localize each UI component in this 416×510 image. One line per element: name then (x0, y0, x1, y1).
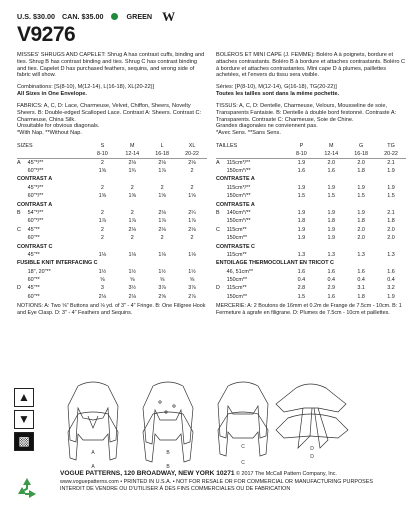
table-cell: 2⅛ (128, 226, 136, 233)
table-cell: 2 (190, 184, 194, 191)
table-cell: 0.4 (297, 277, 306, 284)
table-cell: 1⅝ (188, 193, 196, 200)
table-subheader-cell: 16-18 (147, 150, 177, 158)
table-cell: 115cm*/** (226, 184, 251, 191)
table-cell (17, 167, 28, 175)
table-row (17, 285, 207, 293)
table-cell: 2.0 (357, 235, 365, 242)
table-cell: 60"** (27, 293, 40, 300)
table-cell: 1⅛ (128, 251, 136, 258)
table-cell: 1⅝ (98, 168, 107, 174)
table-row (17, 259, 207, 267)
table-cell: 1.9 (327, 209, 335, 216)
table-cell: 2.0 (327, 159, 335, 166)
table-section-label: CONTRAST A (17, 176, 53, 183)
table-cell: 1.6 (327, 268, 335, 275)
table-cell: 45"** (27, 251, 40, 258)
table-cell: 1.5 (387, 193, 395, 200)
table-cell: 2 (100, 184, 104, 191)
table-row (17, 217, 207, 225)
table-header-cell: TG (387, 142, 395, 149)
sketch-b-back (143, 412, 193, 462)
triangle-up-icon: ▲ (14, 388, 34, 407)
table-cell: 2.9 (327, 285, 335, 292)
table-cell: ⅝ (130, 277, 135, 284)
table-cell: 1.8 (387, 218, 395, 225)
category-letter: W (162, 9, 176, 24)
table-row (216, 159, 406, 167)
table-cell: 2⅛ (98, 293, 107, 300)
table-cell: 1⅞ (128, 218, 136, 225)
table-cell: 60"*/** (27, 218, 44, 225)
table-cell: 1.8 (357, 218, 365, 225)
table-subheader-cell: 12-14 (316, 150, 346, 158)
nap-note-en: *With Nap. **Without Nap. (17, 130, 82, 137)
series-fr: Séries: [P(8-10), M(12-14), G(16-18), TG(20-22)] (216, 84, 337, 91)
table-cell: A (216, 159, 220, 166)
table-cell: 2⅛ (188, 226, 196, 233)
table-cell: 150cm*/** (226, 168, 251, 174)
table-header-cell: XL (188, 142, 196, 149)
table-row (17, 243, 207, 251)
sketch-c-back (218, 412, 268, 456)
table-cell: 2⅛ (158, 159, 166, 166)
sketch-d-back (276, 414, 348, 438)
table-cell (17, 251, 28, 259)
table-cell (216, 293, 227, 301)
table-cell: 115cm** (226, 226, 247, 233)
table-cell: 1⅞ (158, 218, 166, 225)
notions-en: NOTIONS: A: Two ⅝" Buttons and ⅛ yd. of 3" - 4" Fringe. B: One Fillgree Hook and Eye Clasp. D: 3" - 4" Feathers and Sequins. (17, 303, 206, 317)
all-sizes-en: All Sizes in One Envelope. (17, 91, 87, 98)
table-cell: 2 (190, 168, 194, 174)
table-cell: 0.4 (327, 277, 335, 284)
table-cell: 2 (190, 235, 194, 242)
table-cell: ⅝ (100, 277, 105, 284)
table-cell: 2 (100, 209, 104, 216)
table-section-label: CONTRASTE A (216, 176, 255, 183)
table-row (216, 285, 406, 293)
website-link[interactable]: www.voguepatterns.com (60, 478, 119, 485)
table-row (216, 192, 406, 200)
description-fr: BOLÉROS ET MINI CAPE (J. FEMME): Boléro A à poignets, bordure et attaches contrastants. Boléro B à bordure et attaches contrastants. Boléro C à bordure et attaches contrastantes. Mini cape D à plumes, paillettes achetées, et l'envers du tissu sera visible. (216, 52, 406, 79)
unsuitable-fr: Grandes diagonales ne conviennent pas. (216, 123, 318, 130)
nap-note-fr: *Avec Sens. **Sans Sens. (216, 130, 281, 137)
table-cell: 2.0 (387, 235, 395, 242)
table-section-label: CONTRASTE A (216, 201, 255, 208)
table-cell: 1⅛ (158, 251, 166, 258)
table-cell: 2⅛ (188, 159, 196, 166)
table-row (216, 176, 406, 184)
table-cell (216, 217, 227, 225)
table-cell (17, 217, 28, 225)
description-en: MISSES' SHRUGS AND CAPELET: Shrug A has contrast cuffs, binding and ties. Shrug B has contrast binding and ties. Shrug C has contrast binding and ties. Capelet D has purchased feathers, sequins, and wrong side of fabric will show. (17, 52, 205, 79)
pattern-number: V9276 (17, 23, 76, 46)
table-cell: 2 (160, 235, 164, 242)
table-cell: 3 (100, 285, 104, 292)
table-cell: 2.0 (357, 226, 365, 233)
table-cell (17, 192, 28, 200)
table-cell: B (216, 209, 220, 216)
table-row (216, 293, 406, 301)
table-cell: 60"*/** (27, 168, 44, 174)
table-cell: 45"** (27, 285, 40, 292)
table-cell: 2 (160, 184, 164, 191)
table-header-row (17, 142, 207, 150)
table-cell: ⅝ (189, 277, 195, 284)
table-cell: 2.1 (387, 159, 395, 166)
table-cell: 1¾ (128, 168, 136, 174)
table-cell: 1.9 (327, 184, 335, 191)
table-cell: 54"*/** (27, 209, 44, 216)
table-cell: 1.9 (327, 226, 335, 233)
french-column (216, 52, 406, 317)
notions-fr: MERCERIE: A: 2 Boutons de 16mm et 0.2m de Frange de 7.5cm - 10cm. B: 1 Fermeture à agrafe en filigrane. D: Plumes de 7.5cm - 10cm et paillettes. (216, 303, 402, 317)
table-row (216, 217, 406, 225)
table-subheader-row (17, 150, 207, 158)
table-cell: 2 (130, 184, 134, 191)
table-cell: 1.3 (297, 251, 306, 258)
table-header-cell: P (299, 142, 304, 149)
sketch-a-back (68, 412, 118, 460)
table-cell: 140cm*/** (226, 209, 251, 216)
table-section-label: CONTRASTE C (216, 243, 255, 250)
english-column (17, 52, 207, 317)
table-cell: 1⅝ (158, 193, 166, 200)
table-cell: 2 (130, 235, 134, 242)
table-cell (17, 184, 28, 192)
table-cell: 3⅞ (158, 285, 166, 292)
view-label-d-bottom: D (310, 446, 314, 452)
yardage-table-fr (216, 142, 406, 301)
table-header-cell: L (160, 142, 164, 149)
view-label-a-bottom: A (91, 464, 95, 470)
table-row (216, 201, 406, 209)
table-row (216, 243, 406, 251)
table-row (17, 209, 207, 217)
footer: VOGUE PATTERNS, 120 BROADWAY, NEW YORK 10271 © 2017 The McCall Pattern Company, Inc. www.voguepatterns.com • PRINTED IN U.S.A. • NOT FOR RESALE OR FOR COMMERCIAL OR MANUFACTURING PURPOSES INTERDIT DE VENDRE OU D'UTILISER À DES FINS COMMERCIALES OU DE FABRICATION (60, 470, 410, 493)
table-row (17, 184, 207, 192)
table-cell: 3.1 (357, 285, 365, 292)
table-cell: 2⅛ (158, 209, 166, 216)
table-row (216, 184, 406, 192)
table-cell: 1.9 (297, 159, 306, 166)
table-cell: 2¼ (188, 209, 196, 216)
yardage-table-en (17, 142, 207, 301)
table-cell: 150cm*/** (226, 193, 251, 200)
view-label-d-top: D (310, 454, 314, 460)
table-cell (17, 268, 28, 276)
publisher-address: VOGUE PATTERNS, 120 BROADWAY, NEW YORK 10271 (60, 470, 235, 477)
table-cell (216, 276, 227, 284)
table-cell: 18", 20"** (27, 268, 51, 275)
table-row (216, 226, 406, 234)
unsuitable-en: Unsuitable for obvious diagonals. (17, 123, 100, 130)
table-cell: 60"*/** (27, 193, 44, 200)
symbol-icons (14, 388, 38, 454)
table-cell: 2⅛ (158, 226, 166, 233)
table-header-cell: TAILLES (216, 142, 238, 149)
table-cell: ⅝ (159, 277, 165, 284)
table-cell: 1.8 (297, 218, 306, 225)
table-cell: 60"** (27, 277, 40, 284)
table-row (216, 276, 406, 284)
table-cell: 150cm** (226, 277, 248, 284)
table-cell: 2 (100, 226, 104, 233)
table-header-cell: G (359, 142, 364, 149)
table-row (216, 209, 406, 217)
table-row (17, 167, 207, 175)
table-cell: 1½ (188, 268, 196, 275)
table-cell (17, 276, 28, 284)
table-subheader-cell: 8-10 (286, 150, 316, 158)
table-cell: 2.0 (357, 159, 365, 166)
table-cell: 2 (100, 235, 104, 242)
table-row (17, 201, 207, 209)
table-header-cell: SIZES (17, 142, 33, 149)
green-dot-icon (111, 13, 118, 20)
table-cell: 1½ (128, 268, 136, 275)
table-cell (216, 184, 227, 192)
view-label-b-top: B (166, 450, 170, 456)
table-cell: 1.5 (327, 193, 335, 200)
combinations-en: Combinations: [S(8-10), M(12-14), L(16-18), XL(20-22)] (17, 84, 155, 91)
table-header-row (216, 142, 406, 150)
table-cell: 1.9 (327, 235, 335, 242)
triangle-down-icon: ▼ (14, 410, 34, 429)
table-cell: 60"** (27, 235, 40, 242)
table-header-cell: M (329, 142, 334, 149)
legal-note: NOT FOR RESALE OR FOR COMMERCIAL OR MANUFACTURING PURPOSES (176, 478, 373, 485)
table-row (17, 293, 207, 301)
table-cell: A (17, 159, 21, 166)
table-cell: 1⅝ (98, 193, 107, 200)
color-label: GREEN (126, 11, 153, 21)
table-cell: 1⅞ (188, 218, 196, 225)
table-cell: 3.2 (387, 285, 395, 292)
table-cell: 0.4 (357, 277, 365, 284)
view-label-c-bottom: C (241, 460, 245, 466)
table-cell: 0.4 (387, 277, 395, 284)
table-cell: 1.3 (327, 251, 335, 258)
table-subheader-cell: 8-10 (87, 150, 117, 158)
table-cell: 1⅛ (98, 251, 107, 258)
recycle-icon (14, 476, 40, 502)
table-cell: 1½ (158, 268, 166, 275)
table-subheader-cell: 16-18 (346, 150, 376, 158)
table-row (216, 251, 406, 259)
table-cell: C (216, 226, 220, 233)
table-row (216, 167, 406, 175)
table-cell: 2⅞ (188, 293, 196, 300)
table-row (17, 159, 207, 167)
table-cell: 1⅝ (128, 193, 136, 200)
table-cell: 2.0 (387, 226, 395, 233)
table-cell: 2.8 (297, 285, 306, 292)
table-cell: 1.8 (357, 168, 365, 174)
table-cell: 150cm*/** (226, 218, 251, 225)
table-cell (216, 192, 227, 200)
table-cell (17, 234, 28, 242)
table-cell (216, 251, 227, 259)
view-label-b-bottom: B (166, 464, 170, 470)
table-cell: 150cm** (226, 235, 248, 242)
table-cell: 1.6 (327, 168, 335, 174)
table-cell: 1.9 (357, 184, 365, 191)
table-cell: 3⅞ (188, 285, 196, 292)
table-cell: 1.5 (357, 193, 365, 200)
table-cell: 1.5 (297, 293, 306, 300)
table-cell (216, 234, 227, 242)
table-subheader-cell: 12-14 (117, 150, 147, 158)
printed-note: PRINTED IN U.S.A. (123, 478, 172, 485)
table-row (17, 226, 207, 234)
table-row (17, 176, 207, 184)
table-cell: 1.9 (357, 209, 365, 216)
table-section-label: ENTOILAGE THERMOCOLLANT EN TRICOT C (216, 260, 334, 267)
table-cell: 1.6 (387, 268, 395, 275)
table-cell: 2⅝ (158, 293, 166, 300)
table-cell (216, 268, 227, 276)
table-header-cell: M (130, 142, 135, 149)
table-cell: 1⅞ (98, 218, 107, 225)
table-section-label: CONTRAST C (17, 243, 53, 250)
table-cell: 1.9 (387, 293, 395, 300)
table-cell: 1.6 (297, 268, 306, 275)
table-cell: 3½ (128, 285, 136, 292)
table-cell: D (17, 285, 21, 292)
table-section-label: FUSIBLE KNIT INTERFACING C (17, 260, 98, 267)
table-section-label: CONTRAST A (17, 201, 53, 208)
table-subheader-cell (17, 150, 87, 158)
table-subheader-cell: 20-22 (376, 150, 406, 158)
table-cell: 115cm** (226, 285, 247, 292)
table-cell: 2.1 (387, 209, 395, 216)
table-cell: 1.9 (387, 184, 395, 191)
table-row (17, 251, 207, 259)
fabrics-en: FABRICS: A, C, D: Lace, Charmeuse, Velvet, Chiffon, Sheers, Novelty Sheers. B: Double-edged Scalloped Lace. Contrast A: Sheers. Contrast C: Charmeuse, China Silk. (17, 102, 202, 123)
fabrics-fr: TISSUS: A, C, D: Dentelle, Charmeuse, Velours, Mousseline de soie, Transparents Fantaisie. B: Dentelle à double bord festonné. Contraste A: Transparents. Contraste C: Charmeuse, Soie de Chine. (216, 102, 397, 123)
table-cell: 1.9 (297, 184, 306, 191)
table-cell: 115cm*/** (226, 159, 251, 166)
table-cell: 150cm** (226, 293, 248, 300)
table-cell: 1⅞ (158, 168, 166, 174)
table-cell: 1.6 (327, 293, 335, 300)
table-cell: 1⅛ (188, 251, 196, 258)
view-label-c-top: C (241, 444, 245, 450)
price-us: U.S. $30.00 (17, 11, 55, 21)
table-row (216, 259, 406, 267)
table-subheader-row (216, 150, 406, 158)
table-cell: 45"** (27, 226, 40, 233)
table-cell: 1.9 (387, 168, 395, 174)
table-cell: 1.9 (297, 209, 306, 216)
table-cell: B (17, 209, 21, 216)
table-cell: 1.8 (357, 293, 365, 300)
table-row (216, 234, 406, 242)
front-view-sketches (48, 410, 408, 470)
table-row (216, 268, 406, 276)
table-cell: 45"*/** (27, 184, 44, 191)
table-subheader-cell: 20-22 (177, 150, 207, 158)
table-cell: 1.9 (297, 226, 306, 233)
table-cell: 46, 51cm** (226, 268, 254, 275)
table-cell: 1.5 (297, 193, 306, 200)
all-sizes-fr: Toutes les tailles sont dans la même pochette. (216, 91, 339, 98)
table-cell: 115cm** (226, 251, 247, 258)
view-label-a-top: A (91, 450, 95, 456)
table-cell: 2 (130, 209, 134, 216)
table-cell: 2⅛ (128, 293, 136, 300)
table-header-cell: S (100, 142, 105, 149)
copyright: © 2017 The McCall Pattern Company, Inc. (236, 471, 337, 477)
table-row (17, 268, 207, 276)
table-row (17, 192, 207, 200)
table-cell (216, 167, 227, 175)
table-row (17, 234, 207, 242)
table-cell: 1.9 (297, 235, 306, 242)
table-cell: D (216, 285, 220, 292)
table-cell: 1.6 (357, 268, 365, 275)
table-cell: 1½ (98, 268, 107, 275)
table-cell (17, 293, 28, 301)
table-cell: 45"*/** (27, 159, 44, 166)
table-cell: 1.6 (297, 168, 306, 174)
legal-note-fr: INTERDIT DE VENDRE OU D'UTILISER À DES FINS COMMERCIALES OU DE FABRICATION (60, 485, 291, 492)
table-cell: 1.8 (327, 218, 335, 225)
table-cell: 1.3 (357, 251, 365, 258)
table-cell: 2 (100, 159, 104, 166)
table-cell: 2⅛ (128, 159, 136, 166)
table-cell: 1.3 (387, 251, 395, 258)
price-can: CAN. $35.00 (61, 11, 104, 21)
table-row (17, 276, 207, 284)
table-subheader-cell (216, 150, 286, 158)
checker-icon: ▩ (14, 432, 34, 451)
table-cell: C (17, 226, 21, 233)
